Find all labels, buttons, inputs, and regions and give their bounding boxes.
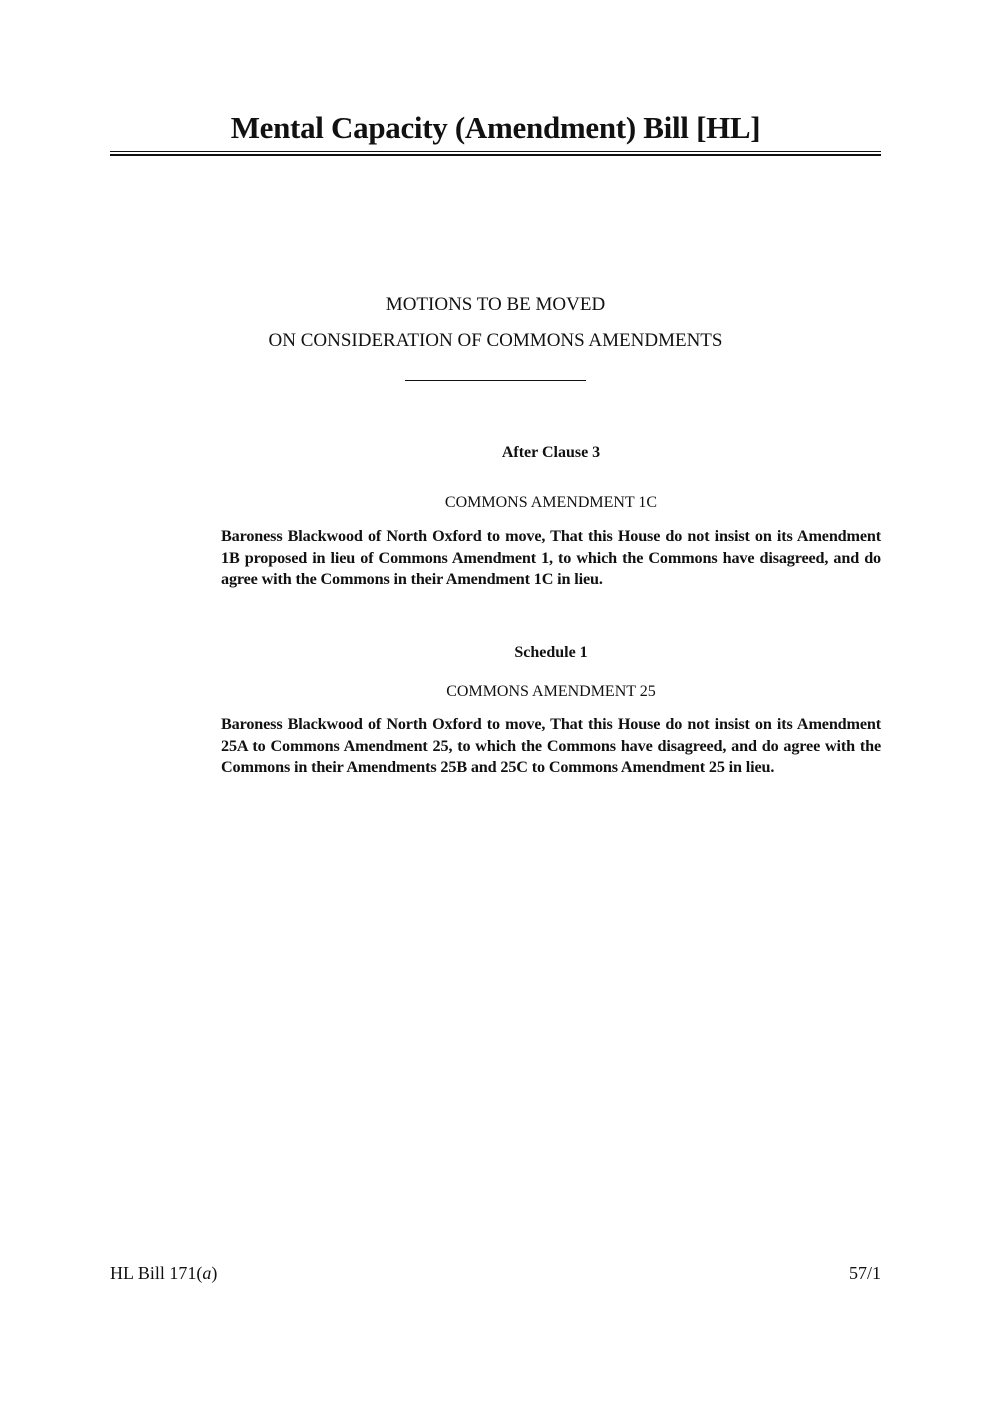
subtitle-line-2: ON CONSIDERATION OF COMMONS AMENDMENTS [268,330,723,351]
bill-number-prefix: HL Bill 171( [110,1263,203,1283]
motion-text-1: Baroness Blackwood of North Oxford to move, That this House do not insist on its Amendment 1B proposed in lieu of Commons Amendment 1, to which the Commons have disagreed, and do agree with the Commons in their Amendment 1C in lieu. [221,527,881,588]
section-divider [405,380,586,381]
bill-number [110,1263,217,1284]
bill-number-close: ) [211,1263,218,1283]
amendment-label-25: COMMONS AMENDMENT 25 [446,683,656,700]
page-reference: 57/1 [848,1263,881,1283]
section-heading-schedule-1: Schedule 1 [514,644,588,661]
section-heading-after-clause-3: After Clause 3 [501,444,601,461]
document-title: Mental Capacity (Amendment) Bill [HL] [230,110,761,145]
bill-number-suffix: a [202,1263,212,1283]
amendment-label-1c: COMMONS AMENDMENT 1C [444,494,658,511]
subtitle-line-1: MOTIONS TO BE MOVED [385,294,606,315]
title-rule-thin [110,151,881,152]
title-rule-thick [110,154,881,156]
motion-text-2: Baroness Blackwood of North Oxford to move, That this House do not insist on its Amendment 25A to Commons Amendment 25, to which the Commons have disagreed, and do agree with the Commons in their Amendments 25B and 25C to Commons Amendment 25 in lieu. [221,715,881,776]
